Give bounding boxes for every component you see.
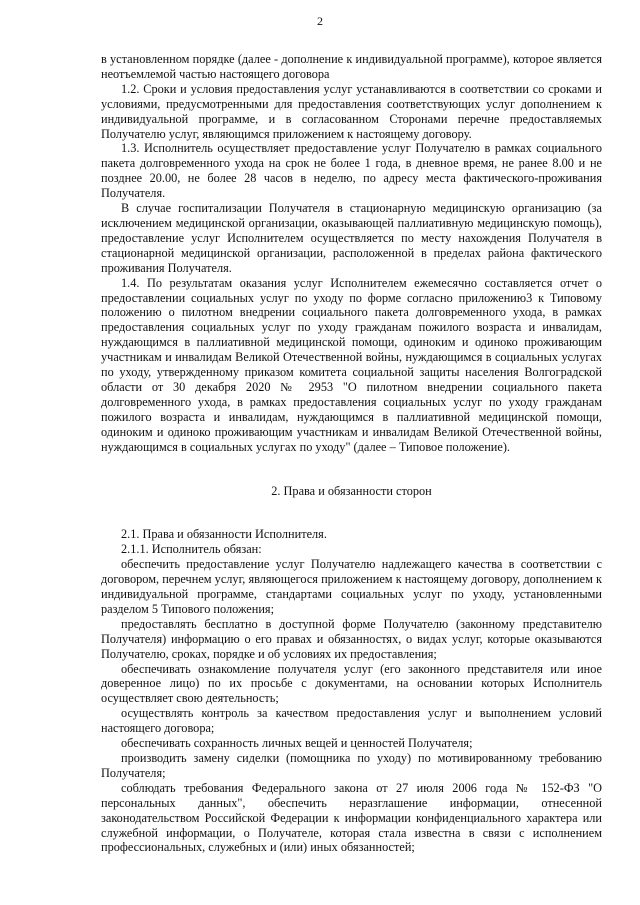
document-body	[101, 52, 602, 855]
paragraph-2-1-1: 2.1.1. Исполнитель обязан:	[121, 542, 262, 557]
obligation-item: обеспечить предоставление услуг Получателю надлежащего качества в соответствии с договором, перечнем услуг, являющегося приложением к настоящему договору, дополнением к индивидуальной программе, стандартами социальных услуг по уходу, установленными разделом 5 Типового положения;	[101, 557, 602, 616]
obligation-item: осуществлять контроль за качеством предоставления услуг и выполнением условий настоящего договора;	[101, 706, 602, 736]
paragraph-1-3: 1.3. Исполнитель осуществляет предоставление услуг Получателю в рамках социального пакета долговременного ухода на срок не более 1 года, в дневное время, не ранее 8.00 и не позднее 20.00, не более 28 часов в неделю, по адресу места фактического-проживания Получателя.	[101, 141, 602, 201]
section-heading: 2. Права и обязанности сторон	[271, 484, 432, 499]
paragraph-hospitalization: В случае госпитализации Получателя в стационарную медицинскую организацию (за исключением медицинской организации, оказывающей паллиативную медицинскую помощь), предоставление услуг Исполнителем осуществляется по месту нахождения Получателя в стационарной медицинской организации, расположенной в пределах района фактического проживания Получателя.	[101, 201, 602, 275]
obligation-item: производить замену сиделки (помощника по уходу) по мотивированному требованию Получателя;	[101, 750, 602, 780]
paragraph-continuation: в установленном порядке (далее - дополнение к индивидуальной программе), которое является неотъемлемой частью настоящего договора	[101, 52, 602, 81]
page-number: 2	[317, 14, 323, 28]
paragraph-1-2: 1.2. Сроки и условия предоставления услуг устанавливаются в соответствии со сроками и условиями, предусмотренными для предоставления соответствующих услуг дополнением к индивидуальной программе, и в согласованном Сторонами перечне предоставляемых Получателю услуг, являющимся приложением к настоящему договору.	[101, 81, 602, 141]
obligation-item: соблюдать требования Федерального закона от 27 июля 2006 года № 152-ФЗ "О персональных данных", обеспечить неразглашение информации, отнесенной законодательством Российской Федерации к информации конфиденциального характера или служебной информации, о Получателе, которая стала известна в связи с исполнением профессиональных, служебных и (или) иных обязанностей;	[101, 780, 602, 855]
obligation-item: обеспечивать сохранность личных вещей и ценностей Получателя;	[121, 736, 473, 751]
obligation-item: обеспечивать ознакомление получателя услуг (его законного представителя или иное доверенное лицо) по их просьбе с документами, на основании которых Исполнитель осуществляет свою деятельность;	[101, 661, 602, 706]
paragraph-1-4: 1.4. По результатам оказания услуг Исполнителем ежемесячно составляется отчет о предоставлении социальных услуг по уходу по форме согласно приложению3 к Типовому положению о пилотном внедрении социального пакета долговременного ухода, в рамках предоставления социальных услуг по уходу гражданам пожилого возраста и инвалидам, нуждающимся в паллиативной медицинской помощи, одиноким и одиноко проживающим участникам и инвалидам Великой Отечественной войны, нуждающимся в социальных услугах по уходу, утвержденному приказом комитета социальной защиты населения Волгоградской области от 30 декабря 2020 № 2953 "О пилотном внедрении социального пакета долговременного ухода, в рамках предоставления социальных услуг по уходу гражданам пожилого возраста и инвалидам, нуждающимся в паллиативной медицинской помощи, одиноким и одиноко проживающим участникам и инвалидам Великой Отечественной войны, нуждающимся в социальных услугах по уходу" (далее – Типовое положение).	[101, 275, 602, 454]
obligation-item: предоставлять бесплатно в доступной форме Получателю (законному представителю Получателя) информацию о его правах и обязанностях, о видах услуг, которые оказываются Получателю, сроках, порядке и об условиях их предоставления;	[101, 616, 602, 661]
paragraph-2-1: 2.1. Права и обязанности Исполнителя.	[121, 527, 327, 542]
